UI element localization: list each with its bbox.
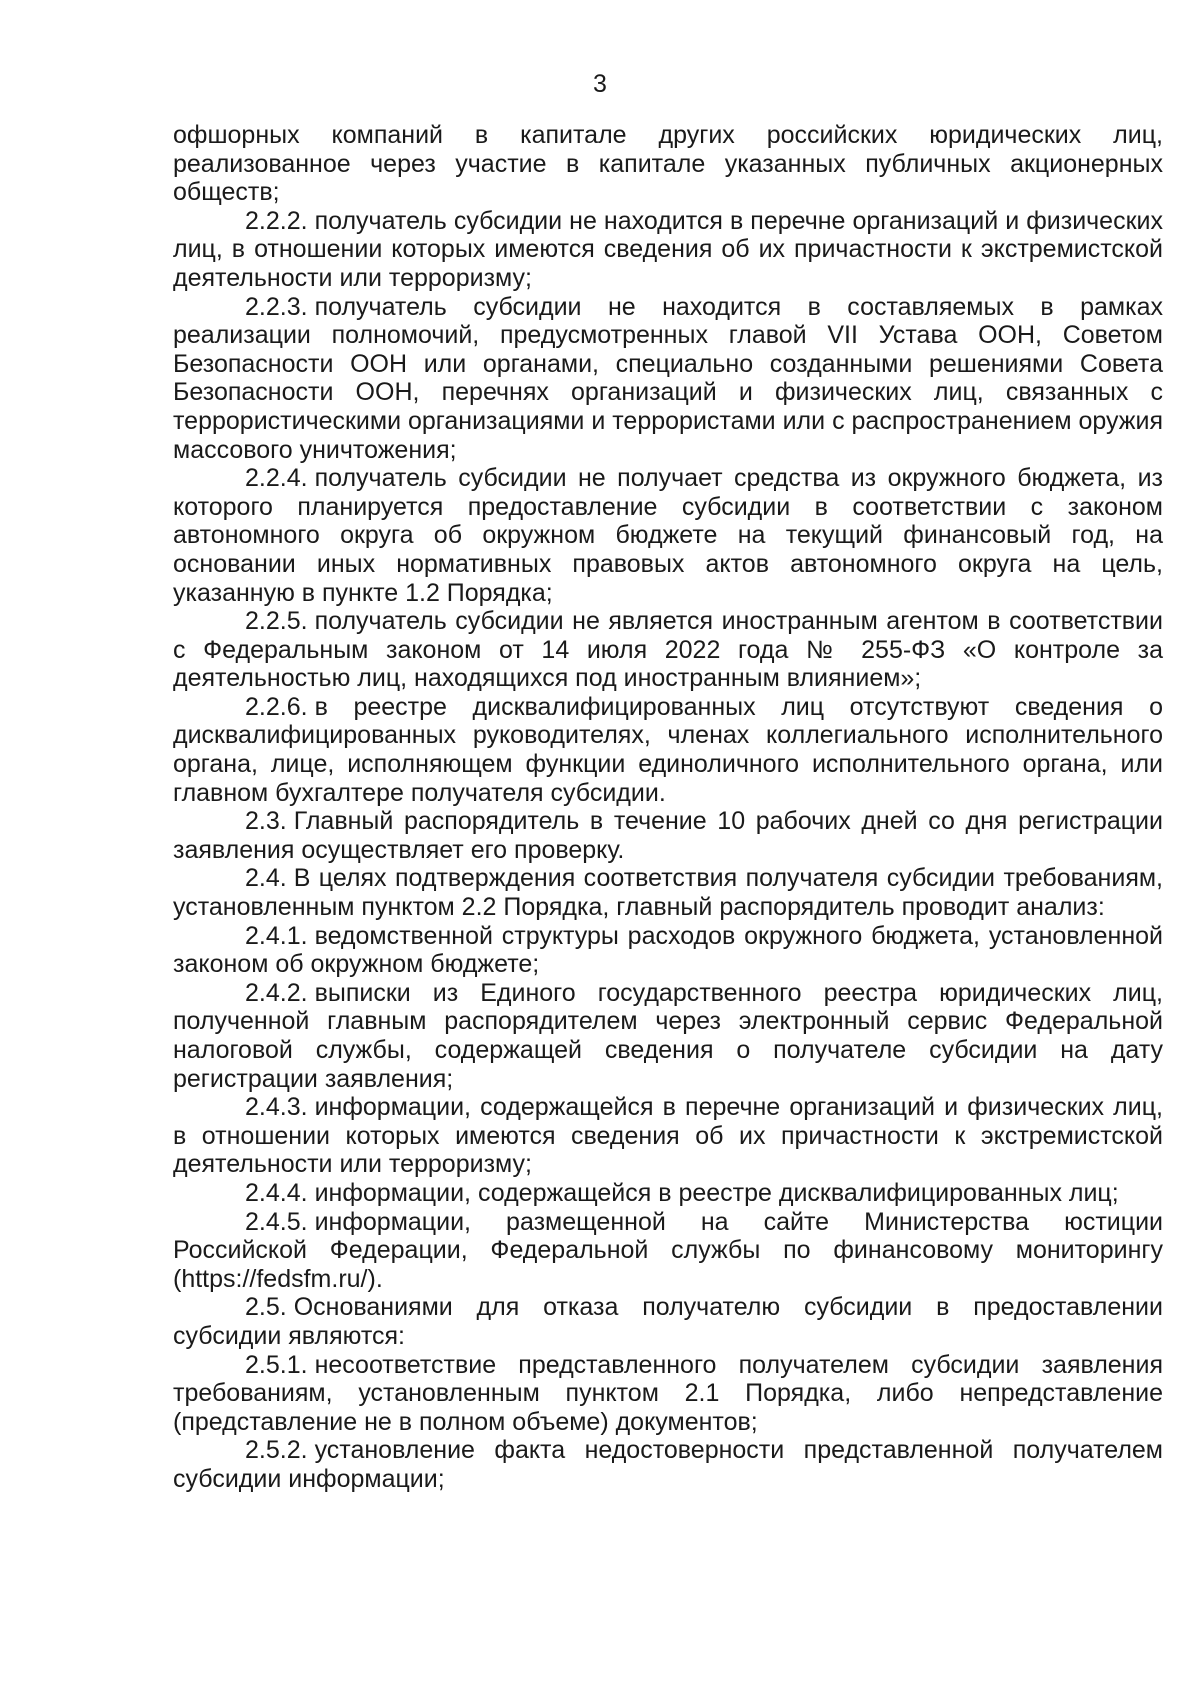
paragraph-2-4-5	[173, 1208, 1163, 1294]
paragraph-text: информации, содержащейся в реестре дисквалифицированных лиц;	[314, 1178, 1119, 1207]
paragraph-text: Главный распорядитель в течение 10 рабочих дней со дня регистрации заявления осуществляет его проверку.	[173, 807, 1163, 864]
paragraph-text: получатель субсидии не является иностранным агентом в соответствии с Федеральным законом от 14 июля 2022 года № 255-ФЗ «О контроле за деятельностью лиц, находящихся под иностранным влиянием»;	[173, 607, 1163, 693]
paragraph-text: В целях подтверждения соответствия получателя субсидии требованиям, установленным пунктом 2.2 Порядка, главный распорядитель проводит анализ:	[173, 864, 1163, 922]
paragraph-text: получатель субсидии не находится в составляемых в рамках реализации полномочий, предусмотренных главой VII Устава ООН, Советом Безопасности ООН или органами, специально созданными решениями Совета Безопасности ООН, перечнях организаций и физических лиц, связанных с террористическими организациями и террористами или с распространением оружия массового уничтожения;	[173, 292, 1163, 464]
paragraph-number: 2.4.3.	[245, 1093, 308, 1122]
paragraph-2-5-2	[173, 1436, 1163, 1493]
paragraph-2-2-4	[173, 464, 1163, 607]
paragraph-number: 2.5.2.	[245, 1436, 308, 1465]
paragraph-text: информации, содержащейся в перечне организаций и физических лиц, в отношении которых имеются сведения об их причастности к экстремистской деятельности или терроризму;	[173, 1093, 1163, 1179]
paragraph-2-4	[173, 864, 1163, 921]
paragraph-number: 2.5.	[245, 1293, 287, 1322]
paragraph-text: ведомственной структуры расходов окружного бюджета, установленной законом об окружном бюджете;	[173, 921, 1163, 979]
paragraph-2-3	[173, 807, 1163, 864]
paragraph-text: установление факта недостоверности представленной получателем субсидии информации;	[173, 1436, 1163, 1493]
paragraph-number: 2.4.2.	[245, 978, 308, 1007]
page-number: 3	[593, 70, 607, 98]
paragraph-text: Основаниями для отказа получателю субсидии в предоставлении субсидии являются:	[173, 1293, 1163, 1350]
paragraph-number: 2.2.6.	[245, 692, 308, 721]
paragraph-2-5-1	[173, 1351, 1163, 1437]
paragraph-2-5	[173, 1293, 1163, 1350]
paragraph-text: информации, размещенной на сайте Министерства юстиции Российской Федерации, Федеральной службы по финансовому мониторингу (https://fedsfm.ru/).	[173, 1207, 1163, 1293]
paragraph-text: получатель субсидии не находится в перечне организаций и физических лиц, в отношении которых имеются сведения об их причастности к экстремистской деятельности или терроризму;	[173, 206, 1163, 292]
paragraph-2-2-5	[173, 607, 1163, 693]
paragraph-number: 2.5.1.	[245, 1350, 308, 1379]
paragraph-text: в реестре дисквалифицированных лиц отсутствуют сведения о дисквалифицированных руководителях, членах коллегиального исполнительного органа, лице, исполняющем функции единоличного исполнительного органа, или главном бухгалтере получателя субсидии.	[173, 692, 1163, 807]
paragraph-number: 2.2.2.	[245, 206, 308, 235]
document-body	[173, 121, 1163, 1494]
paragraph-2-2-2	[173, 207, 1163, 293]
paragraph-text: получатель субсидии не получает средства из окружного бюджета, из которого планируется предоставление субсидии в соответствии с законом автономного округа об окружном бюджете на текущий финансовый год, на основании иных нормативных правовых актов автономного округа на цель, указанную в пункте 1.2 Порядка;	[173, 464, 1163, 607]
paragraph-continuation	[173, 121, 1163, 207]
paragraph-number: 2.3.	[245, 807, 287, 836]
paragraph-2-4-4	[173, 1179, 1163, 1208]
paragraph-number: 2.4.	[245, 864, 287, 893]
paragraph-text: несоответствие представленного получателем субсидии заявления требованиям, установленным пунктом 2.1 Порядка, либо непредставление (представление не в полном объеме) документов;	[173, 1350, 1163, 1436]
paragraph-2-4-1	[173, 922, 1163, 979]
paragraph-number: 2.4.4.	[245, 1178, 308, 1207]
paragraph-2-2-3	[173, 293, 1163, 465]
paragraph-number: 2.4.1.	[245, 921, 308, 950]
paragraph-number: 2.2.4.	[245, 464, 308, 493]
paragraph-text: офшорных компаний в капитале других российских юридических лиц, реализованное через участие в капитале указанных публичных акционерных обществ;	[173, 121, 1163, 207]
paragraph-2-4-2	[173, 979, 1163, 1093]
paragraph-number: 2.2.3.	[245, 292, 308, 321]
paragraph-text: выписки из Единого государственного реестра юридических лиц, полученной главным распорядителем через электронный сервис Федеральной налоговой службы, содержащей сведения о получателе субсидии на дату регистрации заявления;	[173, 978, 1163, 1093]
paragraph-number: 2.2.5.	[245, 607, 308, 636]
paragraph-2-4-3	[173, 1093, 1163, 1179]
paragraph-number: 2.4.5.	[245, 1207, 308, 1236]
paragraph-2-2-6	[173, 693, 1163, 807]
